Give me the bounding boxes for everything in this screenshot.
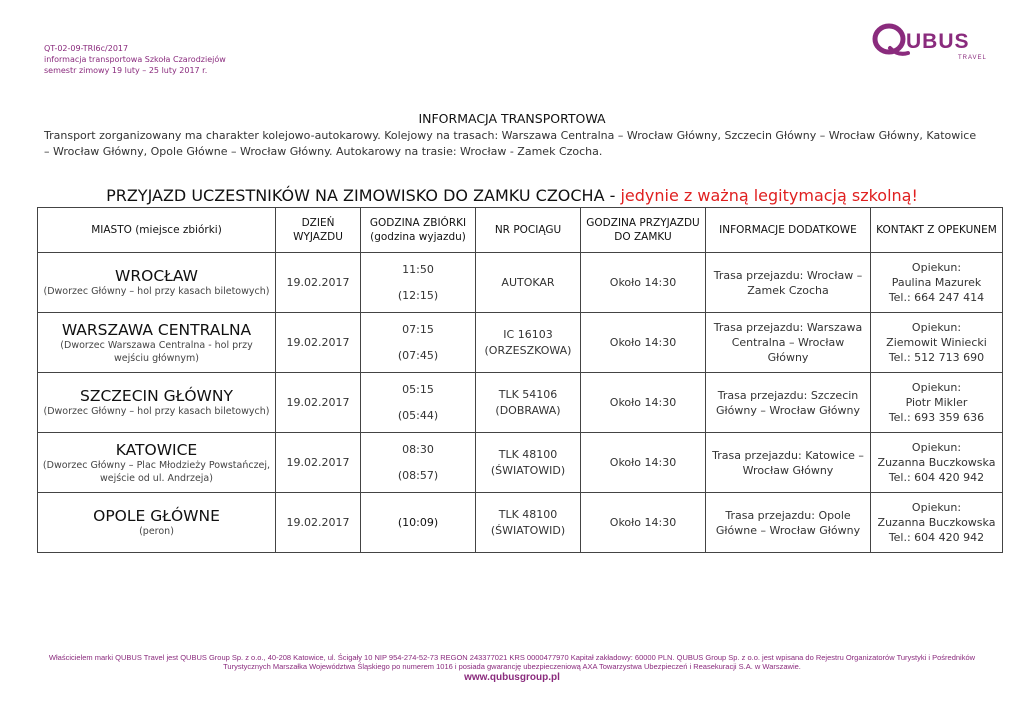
train-name: (ORZESZKOWA) [484, 343, 572, 357]
date-cell: 19.02.2017 [276, 253, 361, 313]
contact-label: Opiekun: [911, 321, 962, 334]
contact-name: Piotr Mikler [905, 396, 968, 409]
table-row [38, 373, 1003, 433]
main-title [0, 186, 1024, 205]
footer-website-link[interactable]: www.qubusgroup.pl [464, 672, 560, 683]
meeting-point: (Dworzec Główny – hol przy kasach biletowych) [43, 406, 270, 417]
table-row [38, 493, 1003, 553]
departure-time: (07:45) [397, 348, 439, 362]
time-cell [361, 493, 476, 553]
contact-cell [871, 373, 1003, 433]
transport-intro: Transport zorganizowany ma charakter kolejowo-autokarowy. Kolejowy na trasach: Warszawa Centralna – Wrocław Główny, Szczecin Główny – Wrocław Główny, Katowice – Wrocław Główny, Opole Główne – Wrocław Główny. Autokarowy na trasie: Wrocław - Zamek Czocha. [44, 129, 977, 158]
main-title-warning: jedynie z ważną legitymacją szkolną! [620, 186, 918, 205]
contact-name: Zuzanna Buczkowska [877, 516, 996, 529]
contact-label: Opiekun: [911, 381, 962, 394]
train-name: (ŚWIATOWID) [490, 523, 566, 537]
meeting-point: (Dworzec Główny – Plac Młodzieży Powstańczej, wejście od ul. Andrzeja) [42, 459, 271, 484]
city-name: WARSZAWA CENTRALNA [61, 320, 252, 339]
contact-cell [871, 433, 1003, 493]
departure-time: (08:57) [397, 468, 439, 482]
contact-cell [871, 253, 1003, 313]
document-subject: informacja transportowa Szkoła Czarodziejów [44, 55, 226, 64]
meeting-point: (Dworzec Główny – hol przy kasach biletowych) [43, 286, 270, 297]
meeting-point: (Dworzec Warszawa Centralna - hol przy wejściu głównym) [60, 339, 253, 364]
logo-subtext: TRAVEL [958, 55, 987, 61]
arrival-cell: Około 14:30 [581, 493, 706, 553]
info-cell: Trasa przejazdu: Katowice – Wrocław Główny [706, 433, 871, 493]
qubus-logo [872, 22, 987, 62]
contact-label: Opiekun: [911, 261, 962, 274]
time-cell [361, 373, 476, 433]
train-number: TLK 48100 [498, 507, 558, 521]
document-term: semestr zimowy 19 luty – 25 luty 2017 r. [44, 66, 208, 75]
info-cell: Trasa przejazdu: Wrocław – Zamek Czocha [706, 253, 871, 313]
contact-name: Zuzanna Buczkowska [877, 456, 996, 469]
column-header-date: DZIEŃ WYJAZDU [276, 208, 361, 253]
gather-time: 08:30 [402, 442, 434, 456]
departure-time: (12:15) [397, 288, 439, 302]
date-cell: 19.02.2017 [276, 313, 361, 373]
arrival-cell: Około 14:30 [581, 313, 706, 373]
train-cell [476, 313, 581, 373]
train-cell [476, 493, 581, 553]
city-cell [38, 253, 276, 313]
column-header-train: NR POCIĄGU [476, 208, 581, 253]
date-cell: 19.02.2017 [276, 493, 361, 553]
contact-phone: Tel.: 604 420 942 [888, 471, 985, 484]
departure-time: (10:09) [397, 515, 439, 529]
arrival-cell: Około 14:30 [581, 373, 706, 433]
column-header-gather-time: GODZINA ZBIÓRKI (godzina wyjazdu) [361, 208, 476, 253]
column-header-info: INFORMACJE DODATKOWE [706, 208, 871, 253]
date-cell: 19.02.2017 [276, 433, 361, 493]
arrival-cell: Około 14:30 [581, 253, 706, 313]
footer-legal-line-1: Właścicielem marki QUBUS Travel jest QUBUS Group Sp. z o.o., 40-208 Katowice, ul. Ścigały 10 NIP 954-274-52-73 REGON 243377021 KRS 0000477970 Kapitał zakładowy: 60000 PLN. QUBUS Group Sp. z o.o. jest wpisana do Rejestru Organizatorów Turystyki i Pośredników [48, 653, 976, 662]
gather-time: 07:15 [402, 322, 434, 336]
train-number: AUTOKAR [501, 275, 555, 289]
date-cell: 19.02.2017 [276, 373, 361, 433]
contact-cell [871, 493, 1003, 553]
train-name: (DOBRAWA) [495, 403, 561, 417]
time-cell [361, 313, 476, 373]
gather-time: 11:50 [402, 262, 434, 276]
table-header-row [38, 208, 1003, 253]
transport-table [37, 207, 1003, 553]
contact-phone: Tel.: 604 420 942 [888, 531, 985, 544]
contact-label: Opiekun: [911, 441, 962, 454]
table-row [38, 313, 1003, 373]
city-cell [38, 493, 276, 553]
contact-phone: Tel.: 664 247 414 [888, 291, 985, 304]
contact-name: Ziemowit Winiecki [886, 336, 987, 349]
arrival-cell: Około 14:30 [581, 433, 706, 493]
document-header-meta [44, 43, 226, 76]
logo-q-mark-icon [875, 26, 908, 54]
info-cell: Trasa przejazdu: Szczecin Główny – Wrocław Główny [706, 373, 871, 433]
info-cell: Trasa przejazdu: Opole Główne – Wrocław Główny [706, 493, 871, 553]
city-name: WROCŁAW [115, 267, 198, 285]
main-title-text: PRZYJAZD UCZESTNIKÓW NA ZIMOWISKO DO ZAMKU CZOCHA - [106, 186, 621, 205]
section-title: INFORMACJA TRANSPORTOWA [418, 111, 606, 126]
contact-phone: Tel.: 512 713 690 [888, 351, 985, 364]
contact-name: Paulina Mazurek [891, 276, 982, 289]
train-cell [476, 253, 581, 313]
contact-phone: Tel.: 693 359 636 [888, 411, 985, 424]
train-number: IC 16103 [503, 327, 553, 341]
city-cell [38, 433, 276, 493]
city-name: OPOLE GŁÓWNE [93, 507, 220, 525]
logo-wordmark: UBUS [906, 30, 970, 53]
table-row [38, 253, 1003, 313]
city-name: KATOWICE [115, 440, 198, 459]
train-cell [476, 373, 581, 433]
column-header-arrival: GODZINA PRZYJAZDU DO ZAMKU [581, 208, 706, 253]
document-footer [0, 653, 1024, 682]
time-cell [361, 253, 476, 313]
train-name: (ŚWIATOWID) [490, 463, 566, 477]
document-code: QT-02-09-TRI6c/2017 [44, 44, 129, 53]
contact-cell [871, 313, 1003, 373]
departure-time: (05:44) [397, 408, 439, 422]
city-cell [38, 373, 276, 433]
train-number: TLK 48100 [498, 447, 558, 461]
table-row [38, 433, 1003, 493]
contact-label: Opiekun: [911, 501, 962, 514]
meeting-point: (peron) [139, 526, 174, 537]
column-header-city: MIASTO (miejsce zbiórki) [38, 208, 276, 253]
gather-time: 05:15 [402, 382, 434, 396]
train-cell [476, 433, 581, 493]
footer-legal-line-2: Turystycznych Marszałka Województwa Śląskiego po numerem 1016 i posiada gwarancję ubezpieczeniową AXA Towarzystwa Ubezpieczeń i Reasekuracji S.A. w Warszawie. [223, 662, 801, 671]
column-header-contact: KONTAKT Z OPEKUNEM [871, 208, 1003, 253]
info-cell: Trasa przejazdu: Warszawa Centralna – Wrocław Główny [706, 313, 871, 373]
city-name: SZCZECIN GŁÓWNY [80, 387, 233, 405]
time-cell [361, 433, 476, 493]
train-number: TLK 54106 [498, 387, 558, 401]
city-cell [38, 313, 276, 373]
